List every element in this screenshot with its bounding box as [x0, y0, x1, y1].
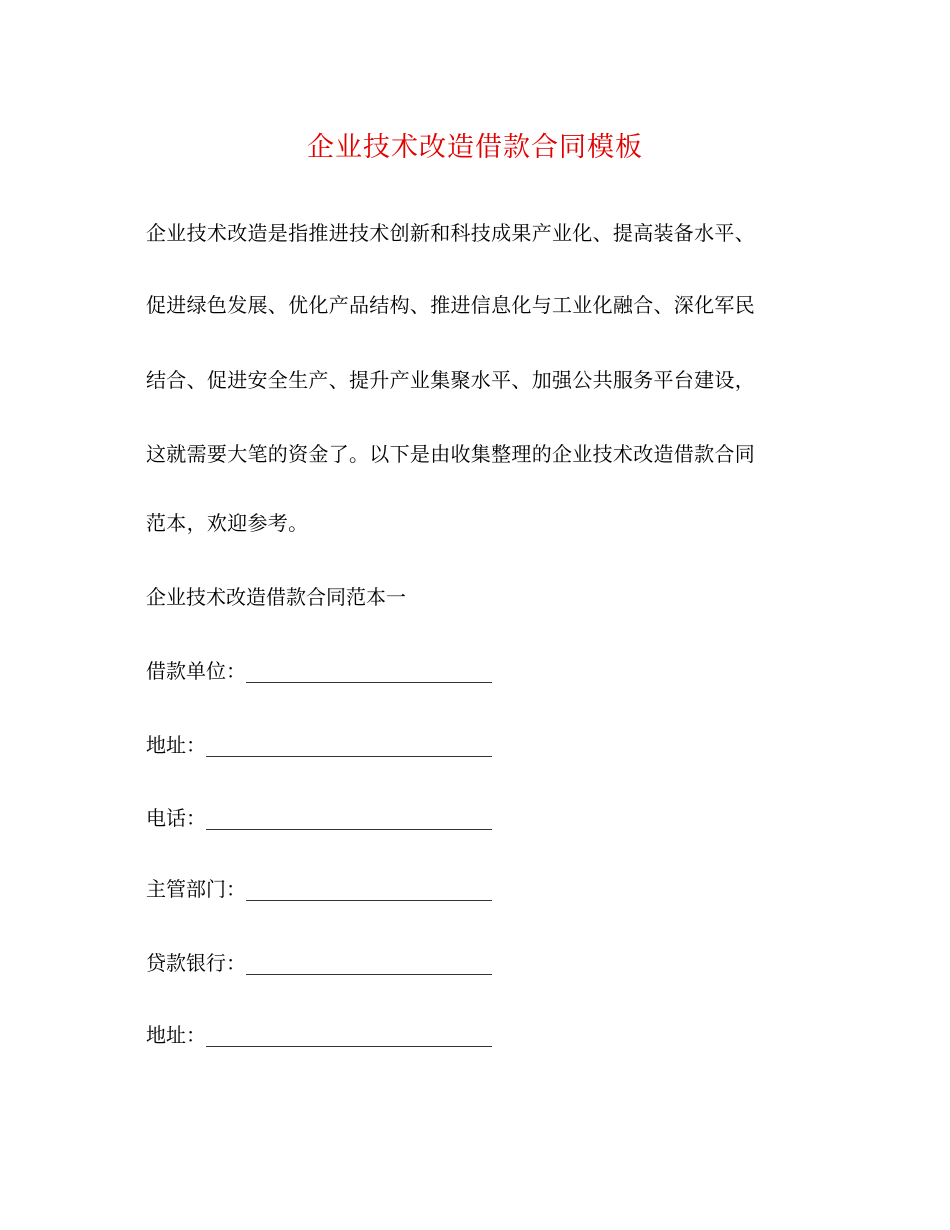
field-bank [146, 945, 492, 981]
field-label: 借款单位： [146, 659, 246, 683]
intro-line: 这就需要大笔的资金了。以下是由收集整理的企业技术改造借款合同 [146, 442, 755, 466]
field-department [146, 871, 492, 907]
intro-line: 结合、促进安全生产、提升产业集聚水平、加强公共服务平台建设， [146, 368, 755, 392]
field-label: 电话： [146, 806, 206, 830]
fill-in-blank[interactable] [206, 803, 492, 830]
fill-in-blank[interactable] [246, 656, 492, 683]
intro-line: 企业技术改造是指推进技术创新和科技成果产业化、提高装备水平、 [146, 221, 755, 245]
fill-in-blank[interactable] [246, 948, 492, 975]
field-address [146, 727, 492, 763]
field-label: 贷款银行： [146, 951, 246, 975]
fill-in-blank[interactable] [246, 874, 492, 901]
field-label: 主管部门： [146, 877, 246, 901]
section-title: 企业技术改造借款合同范本一 [146, 585, 406, 609]
field-label: 地址： [146, 733, 206, 757]
field-phone [146, 800, 492, 836]
field-bank-address [146, 1017, 492, 1053]
intro-line: 促进绿色发展、优化产品结构、推进信息化与工业化融合、深化军民 [146, 293, 755, 317]
field-borrower [146, 653, 492, 689]
document-title: 企业技术改造借款合同模板 [307, 132, 643, 163]
fill-in-blank[interactable] [206, 730, 492, 757]
fill-in-blank[interactable] [206, 1020, 492, 1047]
intro-line: 范本，欢迎参考。 [146, 511, 309, 535]
field-label: 地址： [146, 1023, 206, 1047]
